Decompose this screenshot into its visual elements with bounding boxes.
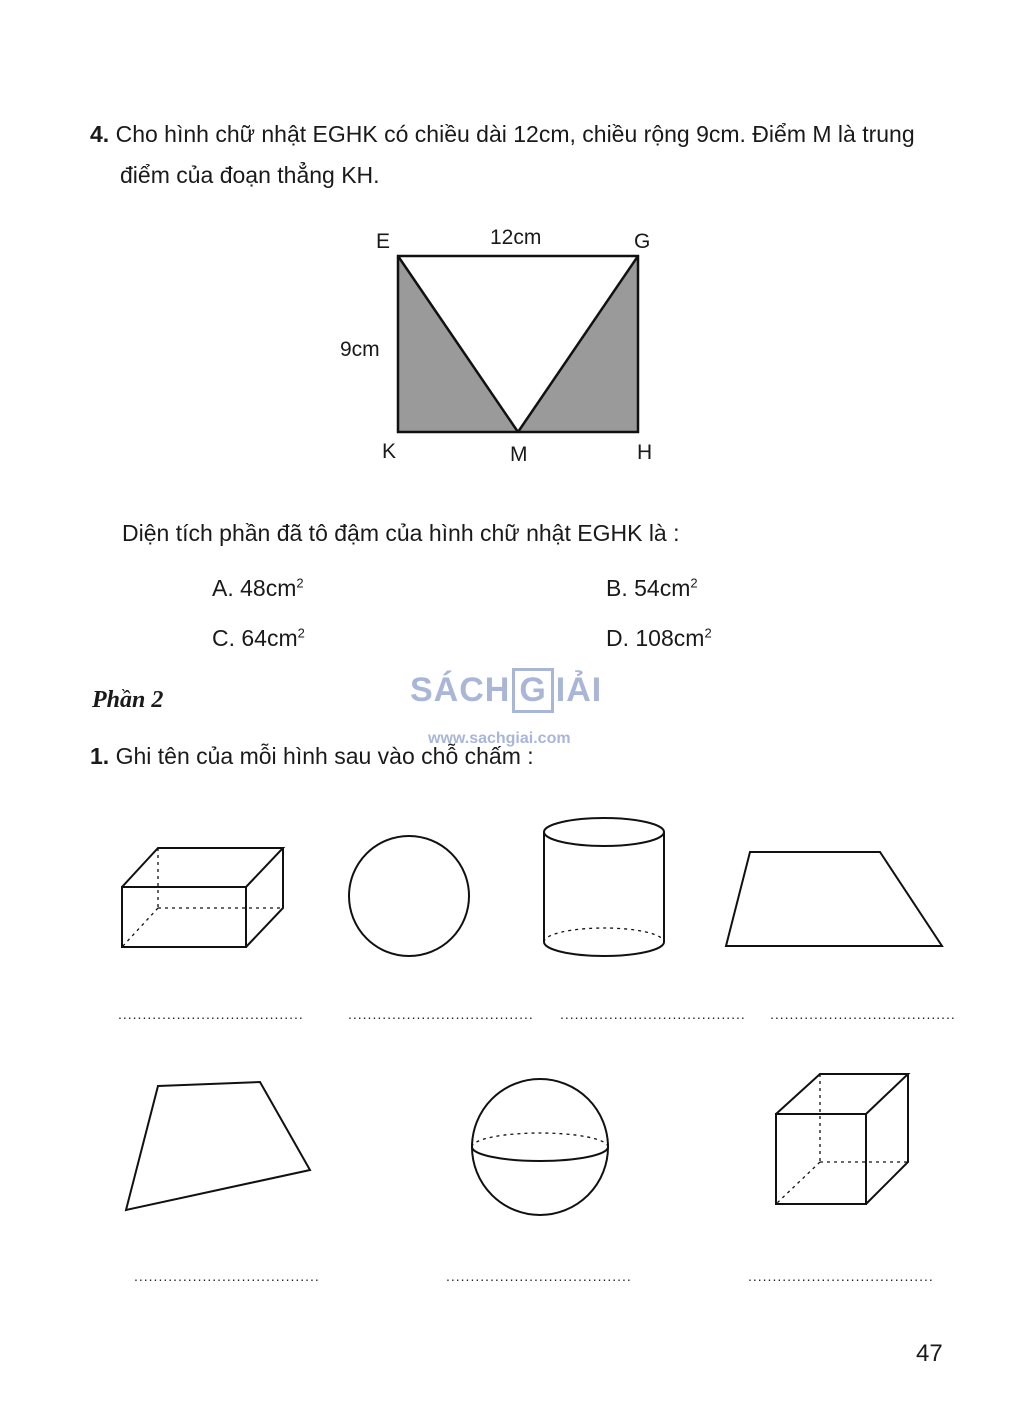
option-b-sup: 2 bbox=[690, 575, 698, 591]
option-c-text: C. 64cm bbox=[212, 625, 298, 651]
shapes-row-1 bbox=[100, 830, 980, 970]
watermark-logo-g: G bbox=[512, 668, 553, 713]
watermark-logo-left: SÁCH bbox=[410, 671, 511, 709]
option-c-sup: 2 bbox=[297, 625, 305, 641]
option-a bbox=[212, 575, 304, 602]
circle-shape bbox=[349, 836, 469, 956]
label-m: M bbox=[510, 443, 528, 466]
answer-dots-1[interactable]: ...................................... bbox=[118, 1006, 304, 1022]
label-k: K bbox=[382, 440, 397, 463]
answer-dots-7[interactable]: ...................................... bbox=[748, 1268, 934, 1284]
question-4-text-line2: điểm của đoạn thẳng KH. bbox=[120, 162, 380, 188]
cube-shape bbox=[776, 1074, 908, 1204]
question-4-number: 4. bbox=[90, 121, 110, 147]
rectangle-eghk-figure bbox=[330, 220, 670, 470]
watermark-logo bbox=[410, 668, 602, 713]
section-title: Phần 2 bbox=[92, 687, 164, 713]
question-4-line1 bbox=[90, 114, 915, 154]
answer-dots-2[interactable]: ...................................... bbox=[348, 1006, 534, 1022]
question-1 bbox=[90, 736, 534, 776]
option-a-sup: 2 bbox=[296, 575, 304, 591]
option-d-text: D. 108cm bbox=[606, 625, 705, 651]
option-b-text: B. 54cm bbox=[606, 575, 691, 601]
option-b bbox=[606, 575, 698, 602]
answer-dots-5[interactable]: ...................................... bbox=[134, 1268, 320, 1284]
watermark-logo-right: IẢI bbox=[555, 671, 603, 709]
watermark-url: www.sachgiai.com bbox=[428, 730, 571, 747]
label-e: E bbox=[376, 230, 391, 253]
shapes-row-2 bbox=[100, 1070, 980, 1220]
page-number: 47 bbox=[916, 1340, 943, 1367]
label-g: G bbox=[634, 230, 651, 253]
cylinder-shape bbox=[544, 818, 664, 956]
label-h: H bbox=[637, 441, 653, 464]
question-4-prompt: Diện tích phần đã tô đậm của hình chữ nhật EGHK là : bbox=[122, 520, 680, 546]
question-1-text: Ghi tên của mỗi hình sau vào chỗ chấm : bbox=[115, 743, 534, 769]
question-1-number: 1. bbox=[90, 743, 110, 769]
question-4-text-line1: Cho hình chữ nhật EGHK có chiều dài 12cm, chiều rộng 9cm. Điểm M là trung bbox=[115, 121, 915, 147]
trapezoid-shape bbox=[726, 852, 942, 946]
answer-dots-4[interactable]: ...................................... bbox=[770, 1006, 956, 1022]
sphere-shape bbox=[472, 1079, 608, 1215]
option-c bbox=[212, 625, 305, 652]
option-d bbox=[606, 625, 712, 652]
answer-dots-3[interactable]: ...................................... bbox=[560, 1006, 746, 1022]
quadrilateral-shape bbox=[126, 1082, 310, 1210]
answer-dots-6[interactable]: ...................................... bbox=[446, 1268, 632, 1284]
option-d-sup: 2 bbox=[704, 625, 712, 641]
cuboid-shape bbox=[122, 848, 283, 947]
width-label: 9cm bbox=[340, 338, 380, 361]
option-a-text: A. 48cm bbox=[212, 575, 297, 601]
length-label: 12cm bbox=[490, 226, 542, 249]
